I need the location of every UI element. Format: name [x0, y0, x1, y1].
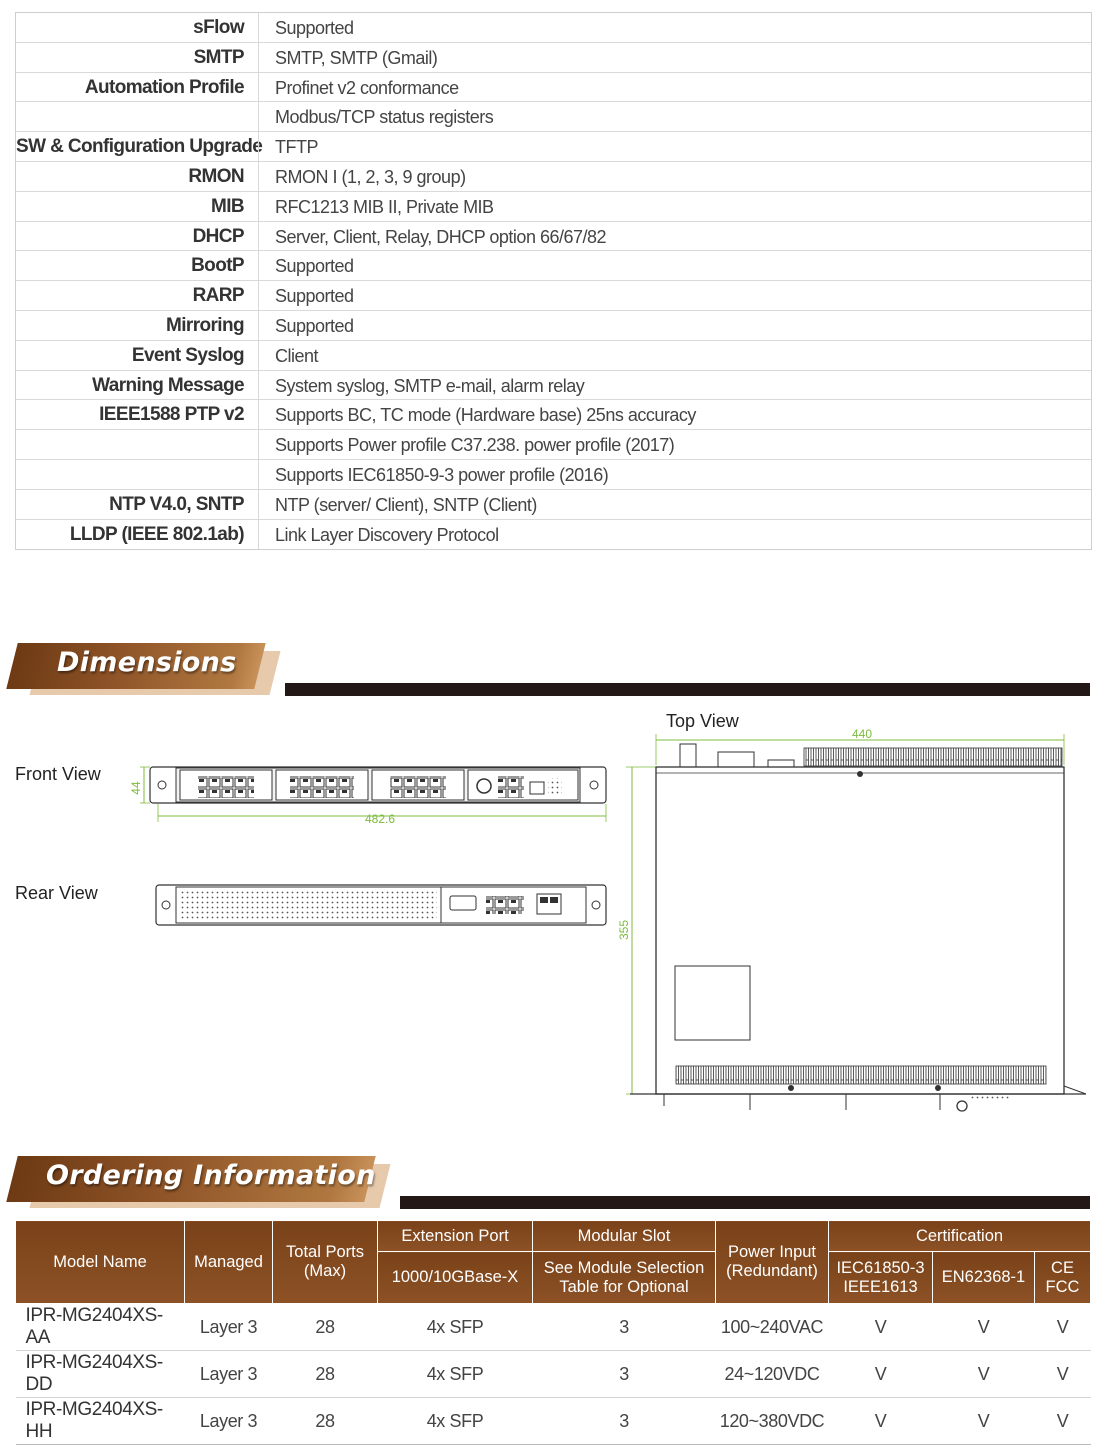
- spec-value: Supported: [258, 251, 1091, 280]
- cell-slot: 3: [533, 1398, 716, 1445]
- cell-ext: 4x SFP: [378, 1398, 533, 1445]
- spec-label: Mirroring: [166, 314, 244, 336]
- spec-value: Server, Client, Relay, DHCP option 66/67/82: [258, 222, 1091, 251]
- cell-power: 24~120VDC: [716, 1351, 829, 1398]
- spec-value: Supported: [258, 311, 1091, 340]
- spec-row: [16, 311, 1091, 341]
- table-row: [16, 1304, 1091, 1351]
- spec-value: TFTP: [258, 132, 1091, 161]
- top-view-label: Top View: [666, 711, 739, 731]
- spec-value: Link Layer Discovery Protocol: [258, 520, 1091, 550]
- header-cert-iec: IEC61850-3 IEEE1613: [829, 1252, 933, 1304]
- cell-ports: 28: [273, 1304, 378, 1351]
- spec-label: SMTP: [193, 46, 244, 68]
- spec-label: [16, 102, 258, 131]
- dimension-drawings: [0, 700, 1100, 1120]
- spec-value: Supported: [258, 13, 1091, 42]
- cell-ports: 28: [273, 1398, 378, 1445]
- spec-row: [16, 102, 1091, 132]
- spec-value: Supports IEC61850-9-3 power profile (2016): [258, 460, 1091, 489]
- header-power-input: Power Input (Redundant): [716, 1221, 829, 1304]
- ordering-title: Ordering Information: [46, 1160, 376, 1191]
- spec-row: [16, 520, 1091, 550]
- spec-value: RMON I (1, 2, 3, 9 group): [258, 162, 1091, 191]
- dimensions-divider-bar: [285, 683, 1090, 696]
- cell-en: V: [933, 1351, 1035, 1398]
- dimensions-banner: [0, 643, 290, 695]
- table-row: [16, 1398, 1091, 1445]
- spec-value: Supported: [258, 281, 1091, 310]
- header-certification: Certification: [829, 1221, 1091, 1252]
- spec-label: DHCP: [192, 225, 244, 247]
- spec-label: SW & Configuration Upgrade: [16, 136, 263, 158]
- spec-row: [16, 251, 1091, 281]
- top-view-drawing: [617, 727, 1086, 1111]
- cell-iec: V: [829, 1351, 933, 1398]
- spec-row: [16, 222, 1091, 252]
- ordering-divider-bar: [400, 1196, 1090, 1209]
- spec-row: [16, 162, 1091, 192]
- spec-row: [16, 371, 1091, 401]
- spec-label: Warning Message: [92, 374, 244, 396]
- header-cert-ce: CE FCC: [1035, 1252, 1091, 1304]
- cell-ce: V: [1035, 1398, 1091, 1445]
- rear-view-label: Rear View: [15, 883, 98, 903]
- header-extension-port: Extension Port: [378, 1221, 533, 1252]
- spec-label: LLDP (IEEE 802.1ab): [69, 523, 244, 545]
- spec-value: Profinet v2 conformance: [258, 73, 1091, 102]
- spec-value: RFC1213 MIB II, Private MIB: [258, 192, 1091, 221]
- spec-label: Automation Profile: [84, 76, 244, 98]
- spec-value: Client: [258, 341, 1091, 370]
- cell-managed: Layer 3: [185, 1398, 273, 1445]
- cell-ce: V: [1035, 1351, 1091, 1398]
- header-managed: Managed: [185, 1221, 273, 1304]
- header-modular-sub: See Module Selection Table for Optional: [533, 1252, 716, 1304]
- cell-en: V: [933, 1398, 1035, 1445]
- header-model-name: Model Name: [16, 1221, 185, 1304]
- spec-row: [16, 73, 1091, 103]
- spec-row: [16, 281, 1091, 311]
- cell-model: IPR-MG2404XS-AA: [16, 1304, 185, 1351]
- table-row: [16, 1351, 1091, 1398]
- spec-row: [16, 132, 1091, 162]
- spec-label: NTP V4.0, SNTP: [109, 493, 244, 515]
- front-view-label: Front View: [15, 764, 101, 784]
- cell-ext: 4x SFP: [378, 1351, 533, 1398]
- header-cert-en: EN62368-1: [933, 1252, 1035, 1304]
- cell-model: IPR-MG2404XS-DD: [16, 1351, 185, 1398]
- cell-ports: 28: [273, 1351, 378, 1398]
- front-height-dimension: 44: [129, 781, 143, 795]
- spec-label: Event Syslog: [131, 344, 244, 366]
- spec-label: BootP: [191, 255, 244, 277]
- spec-row: [16, 13, 1091, 43]
- rear-view-drawing: [156, 885, 606, 925]
- cell-iec: V: [829, 1398, 933, 1445]
- spec-value: Supports Power profile C37.238. power profile (2017): [258, 430, 1091, 459]
- spec-label: MIB: [210, 195, 244, 217]
- spec-row: [16, 400, 1091, 430]
- spec-label: [16, 430, 258, 459]
- spec-row: [16, 341, 1091, 371]
- specification-table: [15, 12, 1092, 550]
- front-view-drawing: [129, 767, 606, 826]
- cell-managed: Layer 3: [185, 1304, 273, 1351]
- spec-label: IEEE1588 PTP v2: [99, 404, 244, 426]
- cell-slot: 3: [533, 1351, 716, 1398]
- spec-label: RARP: [192, 285, 244, 307]
- spec-label: RMON: [188, 165, 244, 187]
- cell-slot: 3: [533, 1304, 716, 1351]
- cell-managed: Layer 3: [185, 1351, 273, 1398]
- cell-ext: 4x SFP: [378, 1304, 533, 1351]
- spec-row: [16, 430, 1091, 460]
- spec-row: [16, 490, 1091, 520]
- header-total-ports: Total Ports (Max): [273, 1221, 378, 1304]
- spec-value: Modbus/TCP status registers: [258, 102, 1091, 131]
- header-modular-slot: Modular Slot: [533, 1221, 716, 1252]
- cell-ce: V: [1035, 1304, 1091, 1351]
- spec-row: [16, 460, 1091, 490]
- top-width-dimension: 440: [851, 727, 873, 741]
- spec-value: NTP (server/ Client), SNTP (Client): [258, 490, 1091, 519]
- spec-row: [16, 192, 1091, 222]
- cell-power: 120~380VDC: [716, 1398, 829, 1445]
- header-extension-sub: 1000/10GBase-X: [378, 1252, 533, 1304]
- dimensions-title: Dimensions: [57, 647, 237, 678]
- spec-value: Supports BC, TC mode (Hardware base) 25ns accuracy: [258, 400, 1091, 429]
- cell-iec: V: [829, 1304, 933, 1351]
- cell-power: 100~240VAC: [716, 1304, 829, 1351]
- ordering-banner: [0, 1156, 400, 1208]
- cell-en: V: [933, 1304, 1035, 1351]
- spec-value: System syslog, SMTP e-mail, alarm relay: [258, 371, 1091, 400]
- spec-label: sFlow: [193, 17, 244, 38]
- cell-model: IPR-MG2404XS-HH: [16, 1398, 185, 1445]
- top-depth-dimension: 355: [617, 919, 631, 941]
- front-width-dimension: 482.6: [364, 812, 396, 826]
- ordering-table: [15, 1220, 1091, 1445]
- spec-label: [16, 460, 258, 489]
- spec-value: SMTP, SMTP (Gmail): [258, 43, 1091, 72]
- spec-row: [16, 43, 1091, 73]
